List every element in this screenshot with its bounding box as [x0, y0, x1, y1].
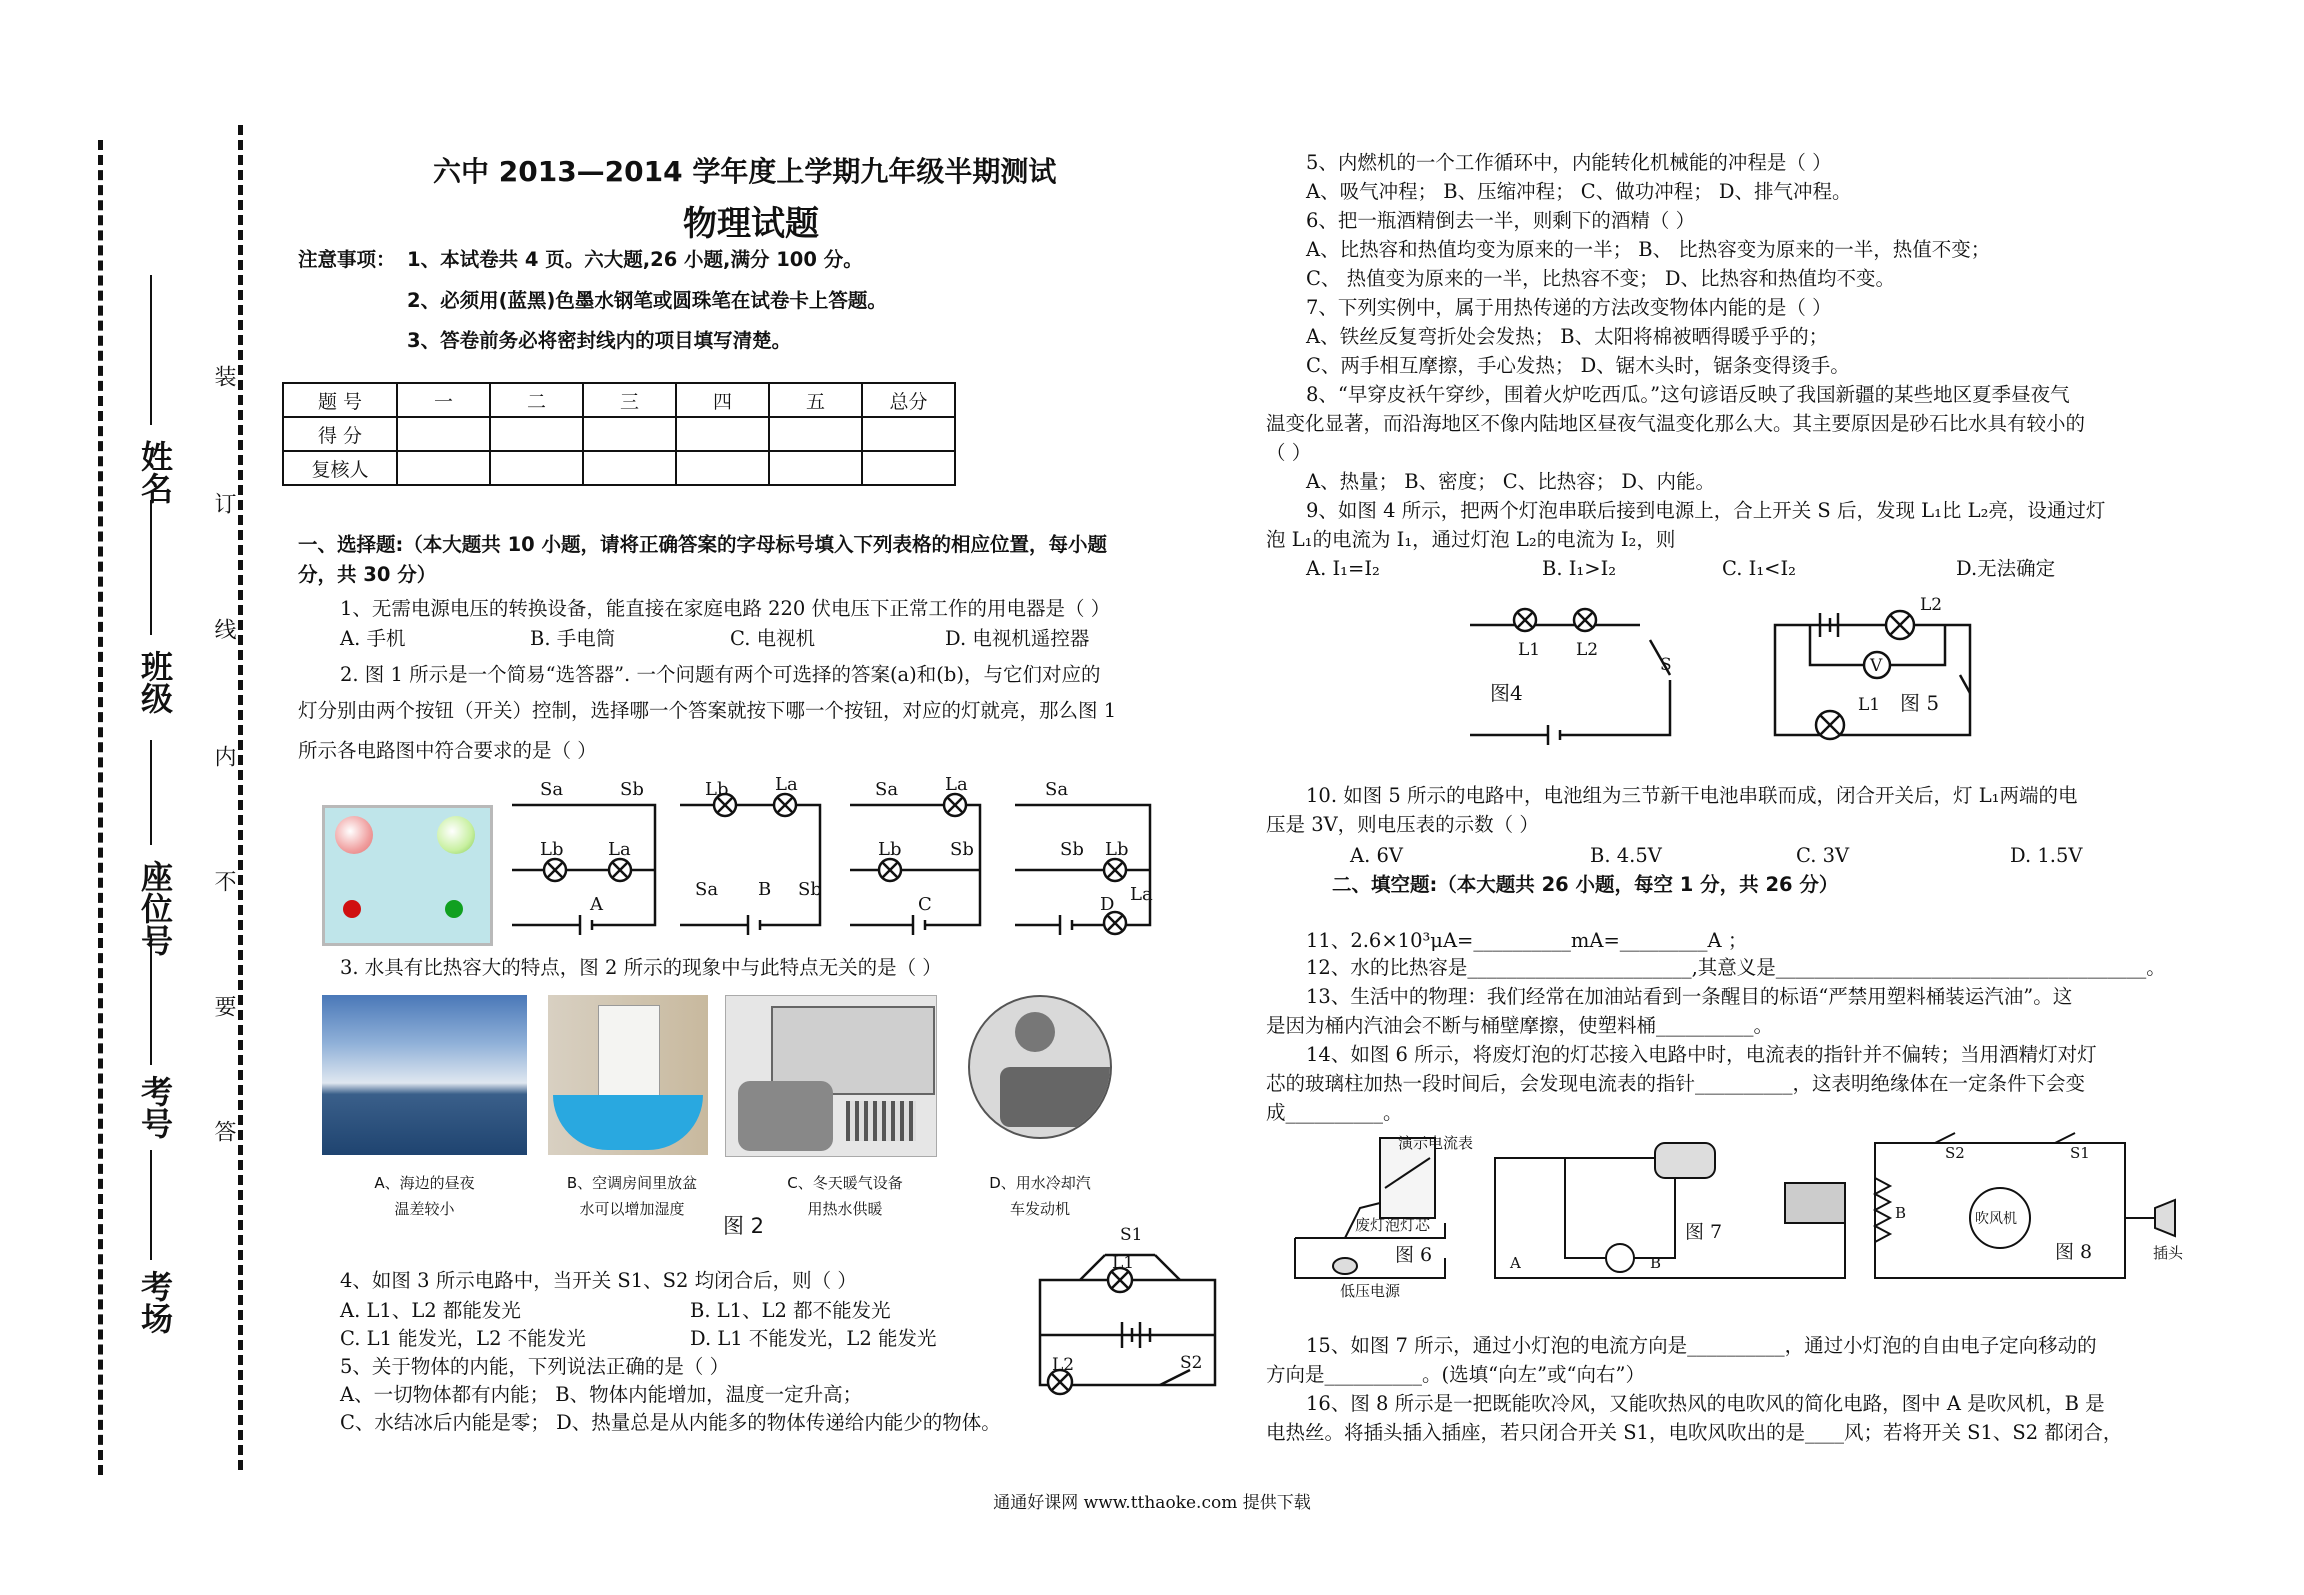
question-9-cont: 泡 L₁的电流为 I₁，通过灯泡 L₂的电流为 I₂，则 — [1266, 528, 1676, 551]
seal-word: 线 — [211, 618, 236, 640]
seal-word: 要 — [211, 995, 236, 1017]
binding-dashed-line-inner — [238, 125, 243, 1470]
question-2-cont: 灯分别由两个按钮（开关）控制，选择哪一个答案就按下哪一个按钮，对应的灯就亮，那么图 1 — [298, 699, 1117, 722]
table-cell: 五 — [769, 383, 862, 417]
notice-3: 3、答卷前务必将密封线内的项目填写清楚。 — [407, 329, 792, 352]
figure-1-circuits — [500, 775, 1220, 950]
reviewer-input[interactable] — [769, 451, 862, 485]
button-b-icon — [445, 900, 463, 918]
question-8-cont: 温变化显著，而沿海地区不像内陆地区昼夜气温变化那么大。其主要原因是砂石比水具有较小的 — [1266, 412, 2086, 435]
seat-field[interactable] — [150, 740, 152, 845]
exam-title: 六中 2013—2014 学年度上学期九年级半期测试 — [433, 155, 1057, 188]
notice-2: 2、必须用(蓝黑)色墨水钢笔或圆珠笔在试卷卡上答题。 — [407, 289, 887, 312]
svg-text:Sa: Sa — [540, 779, 564, 800]
svg-text:A: A — [590, 894, 603, 915]
question-3: 3. 水具有比热容大的特点，图 2 所示的现象中与此特点无关的是（ ） — [340, 956, 942, 979]
question-14: 14、如图 6 所示，将废灯泡的灯芯接入电路中时，电流表的指针并不偏转；当用酒精灯对灯 — [1306, 1043, 2097, 1066]
exam-no-field[interactable] — [150, 935, 152, 1065]
question-12: 12、水的比热容是_______________________,其意义是______________________________________。 — [1306, 956, 2166, 979]
label-room: 考场 — [136, 1270, 174, 1334]
seal-word: 不 — [211, 870, 236, 892]
reviewer-input[interactable] — [397, 451, 490, 485]
table-cell: 题 号 — [283, 383, 397, 417]
svg-text:演示电流表: 演示电流表 — [1398, 1134, 1474, 1152]
q6-options-cd: C、 热值变为原来的一半，比热容不变； D、比热容和热值均不变。 — [1306, 267, 1895, 290]
svg-text:低压电源: 低压电源 — [1340, 1282, 1401, 1300]
question-5-right: 5、内燃机的一个工作循环中，内能转化机械能的冲程是（ ） — [1306, 151, 1832, 174]
q4-option-d: D. L1 不能发光，L2 能发光 — [690, 1327, 937, 1350]
q7-options-cd: C、两手相互摩擦，手心发热； D、锯木头时，锯条变得烫手。 — [1306, 354, 1850, 377]
svg-text:L2: L2 — [1920, 595, 1943, 615]
fig4-label: 图4 — [1490, 681, 1523, 705]
reviewer-input[interactable] — [676, 451, 769, 485]
car-engine-drawing — [968, 995, 1112, 1139]
fig2-caption-a: A、海边的昼夜 温差较小 — [374, 1174, 475, 1218]
question-16-cont: 电热丝。将插头插入插座，若只闭合开关 S1，电吹风吹出的是____风；若将开关 S1、S2 都闭合， — [1266, 1421, 2123, 1444]
score-table — [282, 382, 956, 486]
exam-subtitle: 物理试题 — [683, 204, 819, 244]
question-10: 10. 如图 5 所示的电路中，电池组为三节新干电池串联而成，闭合开关后，灯 L₁两端的电 — [1306, 784, 2078, 807]
q10-option-a: A. 6V — [1350, 844, 1403, 867]
question-14-cont: 成__________。 — [1266, 1101, 1403, 1124]
fig2-caption-c: C、冬天暖气设备 用热水供暖 — [787, 1174, 903, 1218]
aircon-room-photo — [548, 995, 708, 1155]
question-4: 4、如图 3 所示电路中，当开关 S1、S2 均闭合后，则（ ） — [340, 1269, 857, 1292]
svg-text:Lb: Lb — [540, 839, 564, 860]
q9-option-c: C. I₁<I₂ — [1722, 557, 1797, 580]
footer-credit: 通通好课网 www.tthaoke.com 提供下载 — [993, 1493, 1311, 1513]
car-icon — [1000, 1067, 1112, 1127]
q1-option-b: B. 手电筒 — [530, 627, 616, 650]
q1-option-a: A. 手机 — [340, 627, 406, 650]
svg-text:L1: L1 — [1112, 1253, 1135, 1273]
sofa-icon — [738, 1081, 833, 1151]
figure-4-circuit — [1460, 600, 1700, 745]
svg-text:Lb: Lb — [1105, 839, 1129, 860]
q1-option-d: D. 电视机遥控器 — [945, 627, 1090, 650]
score-input[interactable] — [490, 417, 583, 451]
svg-text:S2: S2 — [1945, 1144, 1965, 1162]
svg-text:L2: L2 — [1576, 640, 1599, 660]
svg-text:Lb: Lb — [705, 779, 729, 800]
label-name: 姓名 — [136, 440, 174, 504]
section-2-heading: 二、填空题:（本大题共 26 小题，每空 1 分，共 26 分） — [1332, 873, 1839, 896]
table-cell: 四 — [676, 383, 769, 417]
q10-option-c: C. 3V — [1796, 844, 1850, 867]
question-7: 7、下列实例中，属于用热传递的方法改变物体内能的是（ ） — [1306, 296, 1832, 319]
question-2: 2. 图 1 所示是一个简易“选答器”. 一个问题有两个可选择的答案(a)和(b)，与它们对应的 — [340, 663, 1101, 686]
table-cell: 一 — [397, 383, 490, 417]
svg-text:A: A — [1510, 1254, 1521, 1272]
svg-text:La: La — [608, 839, 631, 860]
q5-options-cd: C、水结冰后内能是零； D、热量总是从内能多的物体传递给内能少的物体。 — [340, 1411, 1001, 1434]
score-table-header — [283, 383, 955, 417]
q4-option-a: A. L1、L2 都能发光 — [340, 1299, 521, 1322]
lamp-a-icon — [335, 816, 373, 854]
label-exam-no: 考号 — [136, 1075, 174, 1139]
svg-text:D: D — [1100, 894, 1115, 915]
score-row — [283, 417, 955, 451]
score-input[interactable] — [769, 417, 862, 451]
question-13: 13、生活中的物理：我们经常在加油站看到一条醒目的标语“严禁用塑料桶装运汽油”。这 — [1306, 985, 2073, 1008]
q6-options-ab: A、比热容和热值均变为原来的一半； B、 比热容变为原来的一半，热值不变； — [1306, 238, 1991, 261]
question-1: 1、无需电源电压的转换设备，能直接在家庭电路 220 伏电压下正常工作的用电器是（ ） — [340, 597, 1111, 620]
seaside-photo — [322, 995, 527, 1155]
question-2-cont: 所示各电路图中符合要求的是（ ） — [298, 739, 597, 762]
aircon-icon — [598, 1005, 660, 1097]
seal-word: 答 — [211, 1120, 236, 1142]
button-a-icon — [343, 900, 361, 918]
table-cell: 得 分 — [283, 417, 397, 451]
question-15-cont: 方向是__________。(选填“向左”或“向右”） — [1266, 1363, 1645, 1386]
table-cell: 三 — [583, 383, 676, 417]
svg-text:S2: S2 — [1180, 1353, 1203, 1373]
svg-text:L1: L1 — [1518, 640, 1541, 660]
fig2-label: 图 2 — [723, 1214, 765, 1238]
binding-dashed-line-outer — [98, 140, 103, 1475]
fig2-caption-b: B、空调房间里放盆 水可以增加湿度 — [566, 1174, 698, 1218]
svg-text:C: C — [918, 894, 932, 915]
mechanic-icon — [1015, 1012, 1055, 1052]
question-6: 6、把一瓶酒精倒去一半，则剩下的酒精（ ） — [1306, 209, 1696, 232]
fig2-caption-d: D、用水冷却汽 车发动机 — [989, 1174, 1091, 1218]
figures-6-7-8 — [1285, 1128, 2215, 1303]
svg-text:插头: 插头 — [2153, 1244, 2184, 1262]
svg-text:La: La — [945, 775, 968, 795]
question-10-cont: 压是 3V，则电压表的示数（ ） — [1266, 813, 1539, 836]
class-field[interactable] — [150, 500, 152, 635]
section-1-heading: 一、选择题:（本大题共 10 小题，请将正确答案的字母标号填入下列表格的相应位置，每小题 — [298, 533, 1108, 556]
svg-text:Sa: Sa — [875, 779, 899, 800]
question-8: 8、“早穿皮袄午穿纱，围着火炉吃西瓜。”这句谚语反映了我国新疆的某些地区夏季昼夜气 — [1306, 383, 2070, 406]
label-seat: 座位号 — [136, 860, 174, 956]
svg-text:La: La — [1130, 884, 1153, 905]
svg-text:V: V — [1870, 656, 1883, 676]
q8-options: A、热量； B、密度； C、比热容； D、内能。 — [1306, 470, 1716, 493]
radiator-icon — [846, 1101, 916, 1141]
svg-text:Sb: Sb — [620, 779, 644, 800]
svg-text:L1: L1 — [1858, 695, 1881, 715]
score-input[interactable] — [583, 417, 676, 451]
svg-text:Sa: Sa — [695, 879, 719, 900]
figure-5-circuit — [1770, 585, 1990, 750]
svg-text:图 7: 图 7 — [1685, 1221, 1723, 1243]
notice-1: 1、本试卷共 4 页。六大题,26 小题,满分 100 分。 — [407, 248, 863, 271]
q10-option-d: D. 1.5V — [2010, 844, 2083, 867]
svg-text:图 8: 图 8 — [2055, 1241, 2093, 1263]
q9-option-a: A. I₁=I₂ — [1306, 557, 1380, 580]
svg-text:Sb: Sb — [1060, 839, 1084, 860]
svg-text:B: B — [1895, 1204, 1907, 1222]
heater-room-drawing — [725, 995, 937, 1157]
svg-text:La: La — [775, 775, 798, 795]
question-11: 11、2.6×10³μA=__________mA=_________A ； — [1306, 929, 1748, 952]
seal-word: 订 — [211, 492, 236, 514]
svg-text:S1: S1 — [1120, 1225, 1143, 1245]
q5-right-options: A、吸气冲程； B、压缩冲程； C、做功冲程； D、排气冲程。 — [1306, 180, 1852, 203]
q9-option-d: D.无法确定 — [1956, 557, 2056, 580]
q1-option-c: C. 电视机 — [730, 627, 816, 650]
reviewer-input[interactable] — [490, 451, 583, 485]
question-8-cont: （ ） — [1266, 441, 1312, 464]
score-input[interactable] — [397, 417, 490, 451]
q5-options-ab: A、一切物体都有内能； B、物体内能增加，温度一定升高； — [340, 1383, 863, 1406]
svg-text:废灯泡灯芯: 废灯泡灯芯 — [1355, 1216, 1431, 1234]
table-cell: 二 — [490, 383, 583, 417]
question-13-cont: 是因为桶内汽油会不断与桶壁摩擦，使塑料桶__________。 — [1266, 1014, 1774, 1037]
fig5-label: 图 5 — [1900, 691, 1940, 715]
svg-text:Sb: Sb — [950, 839, 974, 860]
figure-3-circuit — [1030, 1210, 1230, 1400]
question-14-cont: 芯的玻璃柱加热一段时间后，会发现电流表的指针__________，这表明绝缘体在一定条件下会变 — [1266, 1072, 2086, 1095]
table-cell: 总分 — [862, 383, 955, 417]
svg-text:图 6: 图 6 — [1395, 1244, 1433, 1266]
reviewer-input[interactable] — [583, 451, 676, 485]
svg-text:吹风机: 吹风机 — [1975, 1211, 2017, 1227]
label-class: 班级 — [136, 650, 174, 714]
svg-text:S: S — [1660, 655, 1672, 675]
q10-option-b: B. 4.5V — [1590, 844, 1662, 867]
svg-text:L2: L2 — [1052, 1355, 1075, 1375]
q4-option-c: C. L1 能发光，L2 不能发光 — [340, 1327, 586, 1350]
score-input[interactable] — [862, 417, 955, 451]
svg-text:Sb: Sb — [798, 879, 822, 900]
question-9: 9、如图 4 所示，把两个灯泡串联后接到电源上，合上开关 S 后，发现 L₁比 L₂亮，设通过灯 — [1306, 499, 2106, 522]
q7-options-ab: A、铁丝反复弯折处会发热； B、太阳将棉被晒得暖乎乎的； — [1306, 325, 1829, 348]
question-15: 15、如图 7 所示，通过小灯泡的电流方向是__________，通过小灯泡的自由电子定向移动的 — [1306, 1334, 2097, 1357]
svg-text:Lb: Lb — [878, 839, 902, 860]
svg-text:B: B — [1650, 1254, 1662, 1272]
table-cell: 复核人 — [283, 451, 397, 485]
figure-1-selector — [322, 805, 493, 946]
basin-icon — [553, 1095, 703, 1150]
room-field[interactable] — [150, 1150, 152, 1260]
svg-text:Sa: Sa — [1045, 779, 1069, 800]
seal-word: 内 — [211, 745, 236, 767]
reviewer-row — [283, 451, 955, 485]
svg-text:S1: S1 — [2070, 1144, 2090, 1162]
notice-label: 注意事项： — [298, 248, 396, 271]
svg-text:B: B — [758, 879, 772, 900]
lamp-b-icon — [437, 816, 475, 854]
name-field[interactable] — [150, 275, 152, 425]
question-16: 16、图 8 所示是一把既能吹冷风，又能吹热风的电吹风的简化电路，图中 A 是吹风机，B 是 — [1306, 1392, 2105, 1415]
seal-word: 装 — [211, 365, 236, 387]
section-1-heading-cont: 分，共 30 分） — [298, 563, 437, 586]
q9-option-b: B. I₁>I₂ — [1542, 557, 1617, 580]
score-input[interactable] — [676, 417, 769, 451]
reviewer-input[interactable] — [862, 451, 955, 485]
q4-option-b: B. L1、L2 都不能发光 — [690, 1299, 891, 1322]
question-5: 5、关于物体的内能，下列说法正确的是（ ） — [340, 1355, 730, 1378]
